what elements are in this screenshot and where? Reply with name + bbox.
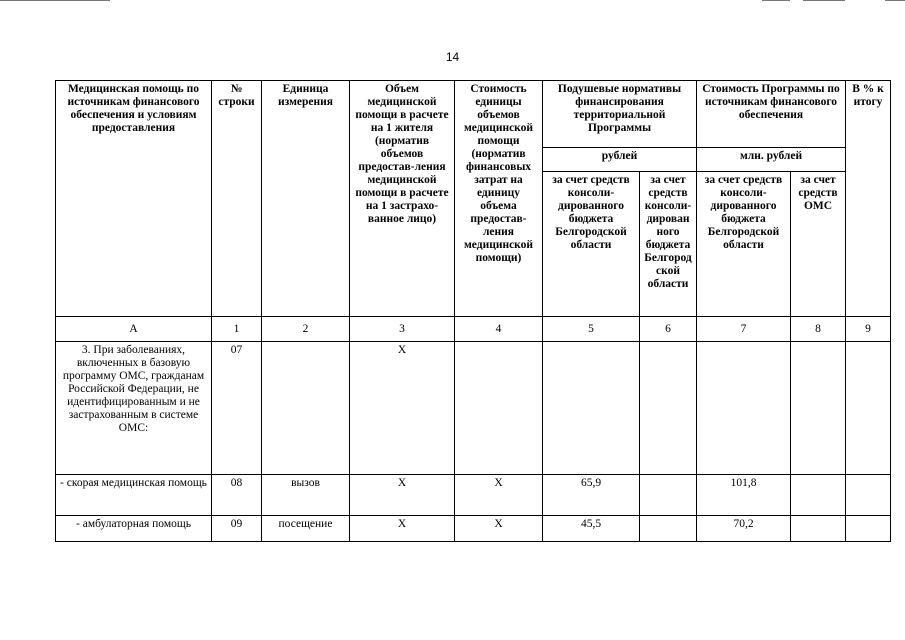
row-col6 (640, 342, 697, 475)
row-col8 (791, 516, 846, 542)
index-cell: 9 (846, 317, 891, 342)
header-per-capita-group: Подушевые нормативы финансирования территориальной Программы (543, 81, 697, 148)
row-col6 (640, 475, 697, 516)
scan-artifact-line (0, 0, 110, 1)
row-line-number: 07 (212, 342, 262, 475)
row-col7: 70,2 (697, 516, 791, 542)
header-unit-cost: Стоимость единицы объемов медицинской помощи (норматив финансовых затрат на единицу объема предостав-ления медицинской помощи) (455, 81, 543, 317)
header-row (56, 81, 891, 148)
row-label: 3. При заболеваниях, включенных в базовую программу ОМС, гражданам Российской Федерации, не идентифицированным и не застрахованным в системе ОМС: (56, 342, 212, 475)
header-unit-rubles: рублей (543, 148, 697, 172)
row-col7: 101,8 (697, 475, 791, 516)
table-row (56, 342, 891, 475)
row-cost (455, 342, 543, 475)
index-cell: 6 (640, 317, 697, 342)
row-unit (262, 342, 350, 475)
row-unit: вызов (262, 475, 350, 516)
header-program-cost-group: Стоимость Программы по источникам финансового обеспечения (697, 81, 846, 148)
row-volume: Х (350, 342, 455, 475)
index-cell: 8 (791, 317, 846, 342)
header-source: Медицинская помощь по источникам финансового обеспечения и условиям предоставления (56, 81, 212, 317)
row-col9 (846, 516, 891, 542)
row-cost: Х (455, 516, 543, 542)
table-row (56, 475, 891, 516)
row-label: - амбулаторная помощь (56, 516, 212, 542)
header-col8: за счет средств ОМС (791, 172, 846, 317)
index-cell: А (56, 317, 212, 342)
row-line-number: 08 (212, 475, 262, 516)
program-cost-table (55, 80, 891, 542)
index-cell: 5 (543, 317, 640, 342)
row-col8 (791, 342, 846, 475)
row-volume: Х (350, 475, 455, 516)
row-col5 (543, 342, 640, 475)
index-cell: 1 (212, 317, 262, 342)
scan-artifact-line (762, 0, 790, 1)
header-line-number: № строки (212, 81, 262, 317)
row-col7 (697, 342, 791, 475)
page-number: 14 (445, 50, 460, 64)
row-volume: Х (350, 516, 455, 542)
header-unit-mln-rubles: млн. рублей (697, 148, 846, 172)
header-unit: Единица измерения (262, 81, 350, 317)
row-col8 (791, 475, 846, 516)
row-cost: Х (455, 475, 543, 516)
index-cell: 3 (350, 317, 455, 342)
scan-artifact-line (803, 0, 845, 1)
column-index-row (56, 317, 891, 342)
header-volume: Объем медицинской помощи в расчете на 1 жителя (норматив объемов предостав-ления медицинской помощи в расчете на 1 застрахо-ванное лицо) (350, 81, 455, 317)
row-col9 (846, 475, 891, 516)
row-label: - скорая медицинская помощь (56, 475, 212, 516)
index-cell: 4 (455, 317, 543, 342)
row-unit: посещение (262, 516, 350, 542)
header-percent: В % к итогу (846, 81, 891, 317)
header-col7: за счет средств консоли-дированного бюджета Белгородской области (697, 172, 791, 317)
header-col6: за счет средств консоли-дирован ного бюджета Белгород ской области (640, 172, 697, 317)
table-row (56, 516, 891, 542)
row-col6 (640, 516, 697, 542)
index-cell: 2 (262, 317, 350, 342)
header-col5: за счет средств консоли-дированного бюджета Белгородской области (543, 172, 640, 317)
row-col5: 45,5 (543, 516, 640, 542)
row-line-number: 09 (212, 516, 262, 542)
row-col5: 65,9 (543, 475, 640, 516)
row-col9 (846, 342, 891, 475)
scan-artifact-line (885, 0, 905, 1)
index-cell: 7 (697, 317, 791, 342)
